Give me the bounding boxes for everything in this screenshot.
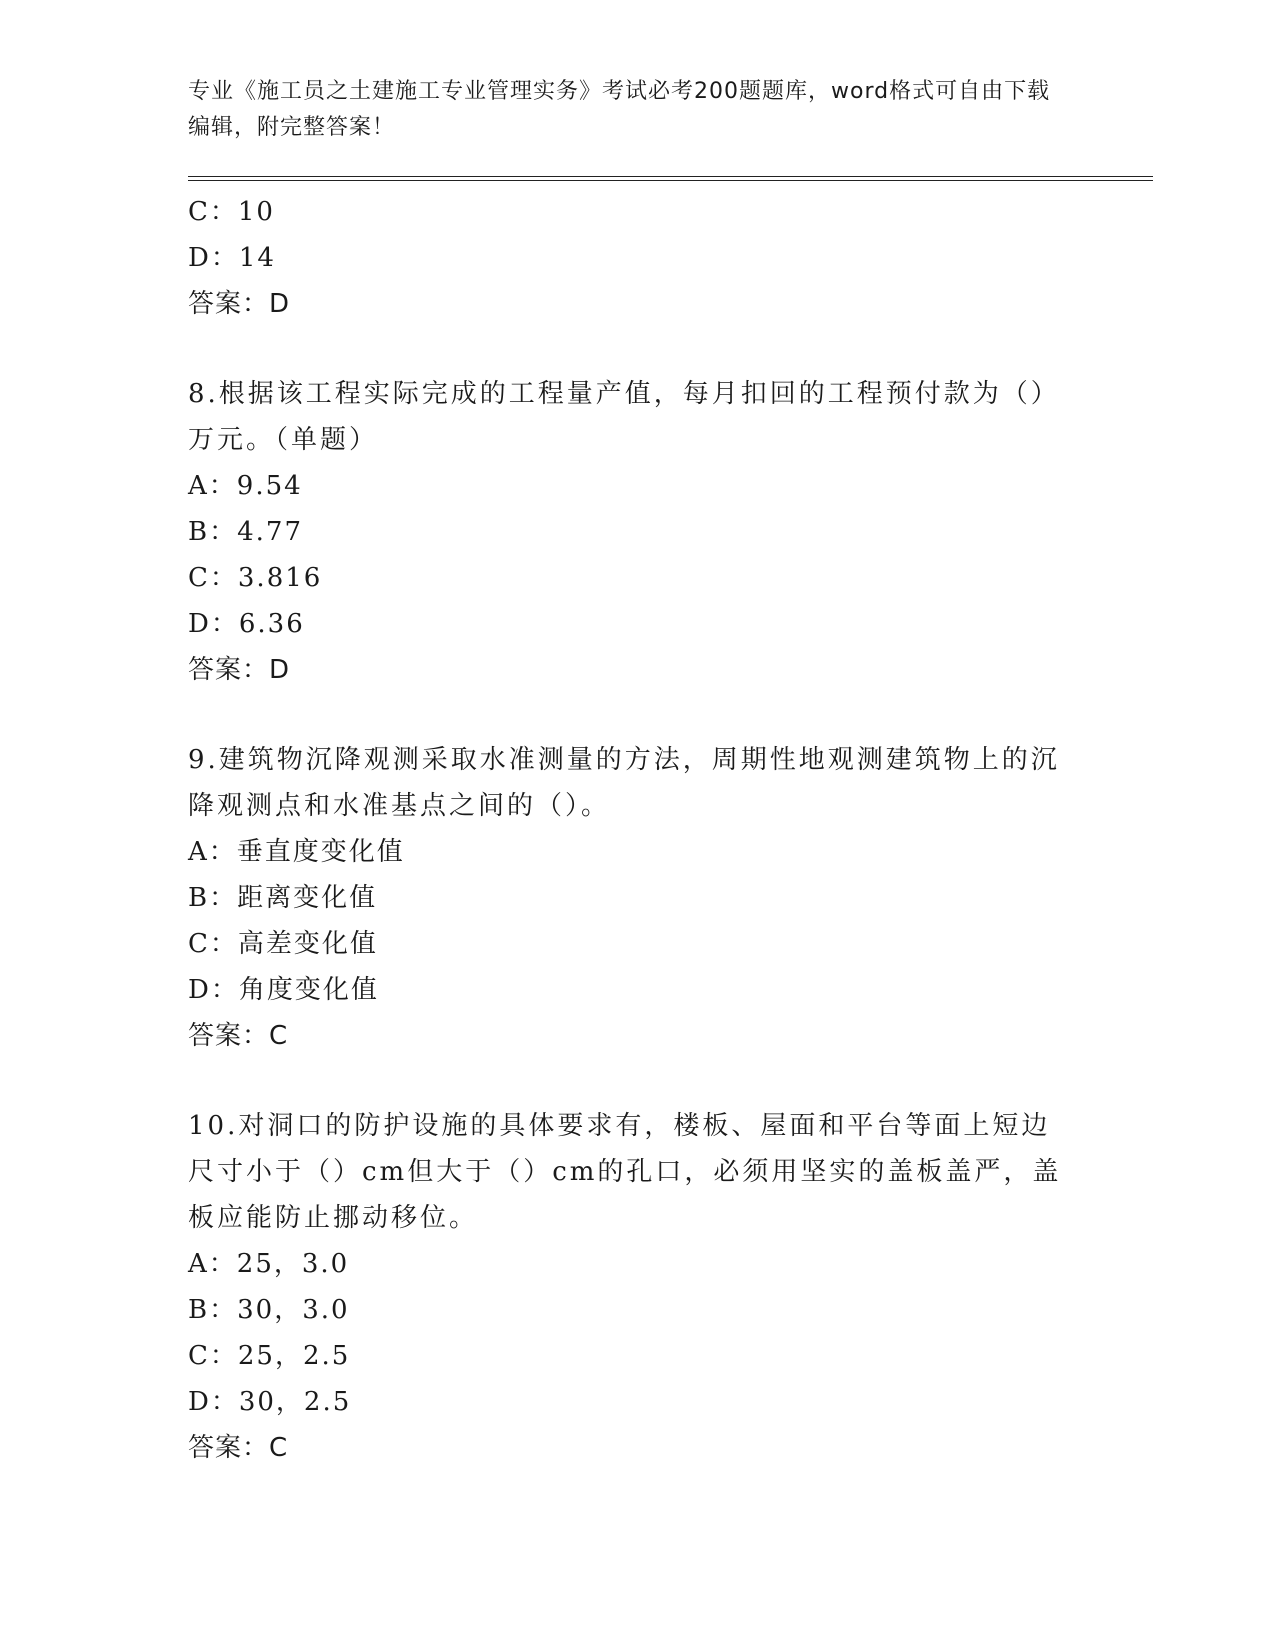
option-a: A：25，3.0 [188,1249,350,1279]
continued-question [188,189,1068,327]
document-body [188,189,1068,1471]
option-a: A：9.54 [188,471,303,501]
answer-line: 答案：C [188,1021,289,1051]
option-c: C：25，2.5 [188,1341,351,1371]
option-a: A：垂直度变化值 [188,837,405,867]
page-header: 专业《施工员之土建施工专业管理实务》考试必考200题题库，word格式可自由下载编辑，附完整答案！ [188,79,1051,140]
option-b: B：4.77 [188,517,303,547]
option-c: C：3.816 [188,563,323,593]
option-c: C：高差变化值 [188,929,378,959]
option-b: B：距离变化值 [188,883,378,913]
option-c: C：10 [188,197,275,227]
question-8 [188,371,1068,693]
question-text: 10.对洞口的防护设施的具体要求有，楼板、屋面和平台等面上短边尺寸小于（）cm但大于（）cm的孔口，必须用坚实的盖板盖严，盖板应能防止挪动移位。 [188,1111,1062,1233]
answer-line: 答案：D [188,289,291,319]
option-d: D：30，2.5 [188,1387,352,1417]
question-text: 9.建筑物沉降观测采取水准测量的方法，周期性地观测建筑物上的沉降观测点和水准基点之间的（）。 [188,745,1060,821]
question-text: 8.根据该工程实际完成的工程量产值，每月扣回的工程预付款为（）万元。（单题） [188,379,1060,455]
option-d: D：6.36 [188,609,305,639]
option-b: B：30，3.0 [188,1295,350,1325]
option-d: D：角度变化值 [188,975,379,1005]
option-d: D：14 [188,243,276,273]
header-divider [188,176,1153,181]
question-10 [188,1103,1068,1471]
answer-line: 答案：D [188,655,291,685]
answer-line: 答案：C [188,1433,289,1463]
question-9 [188,737,1068,1059]
